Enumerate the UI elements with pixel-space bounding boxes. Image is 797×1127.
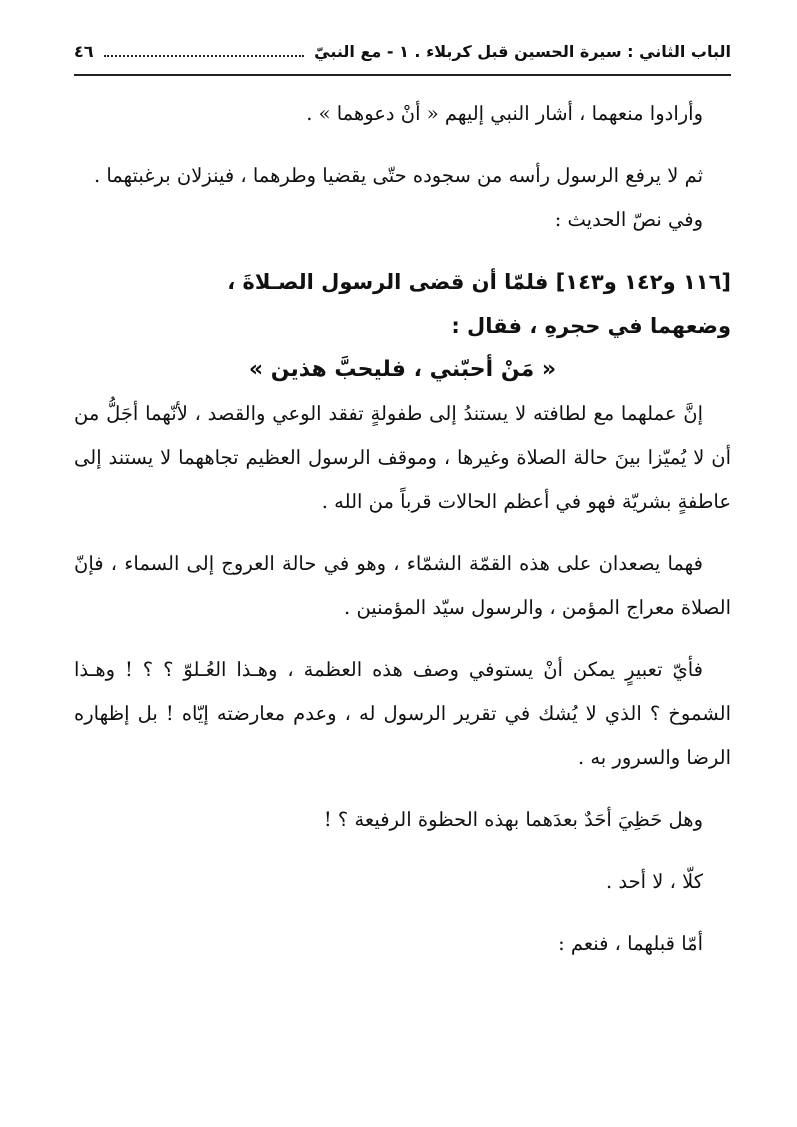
paragraph-5: فهما يصعدان على هذه القمّة الشمّاء ، وهو في حالة العروج إلى السماء ، فإنّ الصلاة معراج المؤمن ، والرسول سيّد المؤمنين . (74, 552, 731, 619)
hadith-line-1: [١١٦ و١٤٢ و١٤٣] فلمّا أن قضى الرسول الصـلاةَ ، (227, 270, 731, 294)
chapter-title: الباب الثاني : سيرة الحسين قبل كربلاء . ١ - مع النبيّ (314, 41, 731, 61)
paragraph-2: ثم لا يرفع الرسول رأسه من سجوده حتّى يقضيا وطرهما ، فينزلان برغبتهما . (93, 164, 703, 187)
paragraph-1: وأرادوا منعهما ، أشار النبي إليهم « أنْ دعوهما » . (306, 102, 703, 125)
paragraph-4: إنَّ عملهما مع لطافته لا يستندُ إلى طفولةٍ تفقد الوعي والقصد ، لأنّهما أجَلُّ من أن لا يُميّزا بينَ حالة الصلاة وغيرها ، وموقف الرسول العظيم تجاههما لا يستند إلى عاطفةٍ بشريّة فهو في أعظم الحالات قرباً من الله . (74, 402, 731, 513)
running-header (74, 36, 731, 66)
page-number: ٤٦ (74, 41, 94, 61)
header-rule (74, 74, 731, 76)
paragraph-8: كلّا ، لا أحد . (605, 870, 703, 893)
paragraph-7: وهل حَظِيَ أحَدٌ بعدَهما بهذه الحظوة الرفيعة ؟ ! (323, 808, 703, 831)
paragraph-6: فأيّ تعبيرٍ يمكن أنْ يستوفي وصف هذه العظمة ، وهـذا العُـلوّ ؟ ؟ ! وهـذا الشموخ ؟ الذي لا يُشك في تقرير الرسول له ، وعدم معارضته إيّاه ! بل إظهاره الرضا والسرور به . (74, 658, 731, 769)
page-body (74, 92, 731, 966)
header-dot-leader (104, 54, 305, 57)
paragraph-9: أمّا قبلهما ، فنعم : (558, 932, 703, 955)
hadith-line-2: وضعهما في حجرهِ ، فقال : (451, 314, 731, 338)
paragraph-3: وفي نصّ الحديث : (554, 208, 703, 231)
hadith-quote: « مَنْ أحبّني ، فليحبَّ هذين » (248, 357, 557, 382)
